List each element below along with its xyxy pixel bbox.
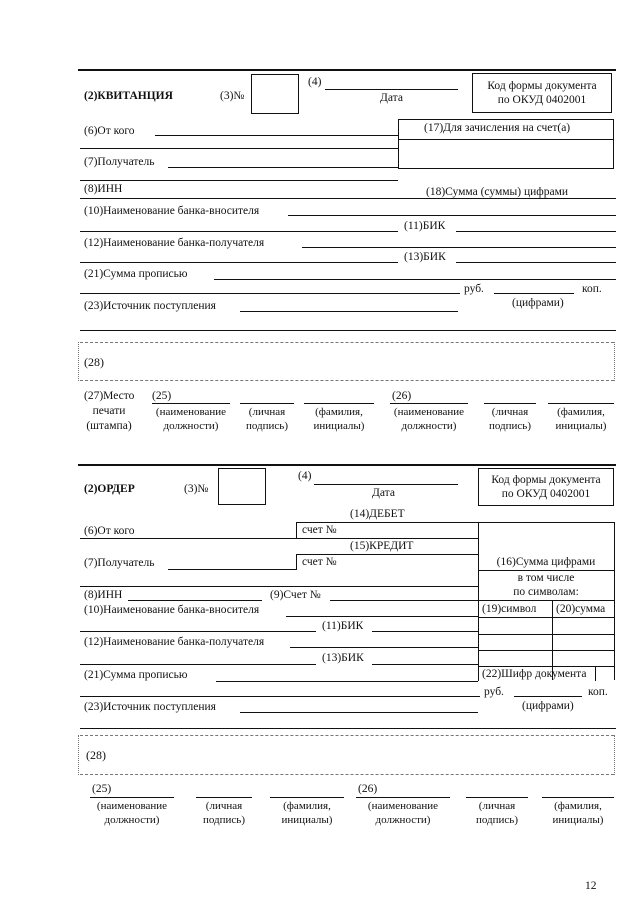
receipt-title: (2)КВИТАНЦИЯ [84, 90, 173, 102]
order-table-line-1 [478, 570, 614, 571]
order-field28-left-edge [78, 735, 79, 775]
receipt-form-code-box [472, 73, 612, 113]
order-payer-bank-line-2[interactable] [80, 631, 316, 632]
order-credit-top [296, 554, 478, 555]
receipt-from-label: (6)От кого [84, 125, 135, 137]
order-sign-line-1[interactable] [196, 797, 252, 798]
order-table-line-5[interactable] [478, 650, 614, 651]
order-rub-label: руб. [484, 686, 504, 698]
order-sum20-label: (20)сумма [556, 603, 606, 615]
order-recipient-label: (7)Получатель [84, 557, 155, 569]
order-debit-account-label: счет № [302, 524, 337, 536]
receipt-source-line[interactable] [240, 311, 458, 312]
order-name-line-2[interactable] [542, 797, 614, 798]
receipt-recipient-label: (7)Получатель [84, 156, 155, 168]
receipt-date-code: (4) [308, 76, 322, 88]
receipt-name-1b: инициалы) [313, 420, 365, 432]
receipt-account-box-divider [398, 139, 614, 140]
order-name-1b: инициалы) [281, 814, 333, 826]
receipt-sign-2b: подпись) [488, 420, 531, 432]
receipt-rub-line[interactable] [494, 293, 574, 294]
order-name-2b: инициалы) [552, 814, 604, 826]
receipt-payee-bank-line-2[interactable] [80, 262, 398, 263]
order-table-line-3[interactable] [478, 617, 614, 618]
receipt-form-code-2: по ОКУД 0402001 [497, 94, 587, 106]
order-payee-bank-label: (12)Наименование банка-получателя [84, 636, 265, 648]
order-name-line-1[interactable] [270, 797, 344, 798]
order-sum-words-line[interactable] [216, 681, 478, 682]
order-position-2b: должности) [375, 814, 431, 826]
order-credit-label: (15)КРЕДИТ [350, 540, 414, 552]
receipt-date-label: Дата [380, 92, 403, 104]
receipt-sum-words-line-2[interactable] [80, 293, 460, 294]
order-source-label: (23)Источник поступления [84, 701, 216, 713]
order-date-line[interactable] [314, 484, 458, 485]
receipt-field28-box[interactable] [80, 342, 614, 381]
receipt-name-2a: (фамилия, [557, 406, 605, 418]
receipt-digits-note: (цифрами) [512, 297, 564, 309]
receipt-stamp-1: печати [92, 405, 126, 417]
order-field28-right-edge [614, 735, 615, 775]
receipt-inn-label: (8)ИНН [84, 183, 123, 195]
receipt-row-line-3 [80, 198, 616, 199]
receipt-field28-right-edge [614, 342, 615, 381]
receipt-position-line-1[interactable] [152, 403, 230, 404]
receipt-name-2b: инициалы) [555, 420, 607, 432]
receipt-bik11-line[interactable] [456, 231, 616, 232]
order-position-1b: должности) [104, 814, 160, 826]
order-form-code-1: Код формы документа [491, 474, 601, 486]
order-table-left [478, 522, 479, 680]
receipt-name-line-1[interactable] [304, 403, 374, 404]
order-debit-left [296, 522, 297, 538]
order-name-1a: (фамилия, [283, 800, 331, 812]
receipt-position-1a: (наименование [155, 406, 227, 418]
receipt-sum-words-line[interactable] [214, 279, 616, 280]
order-from-label: (6)От кого [84, 525, 135, 537]
order-account9-line[interactable] [330, 600, 478, 601]
receipt-payee-bank-line[interactable] [302, 247, 616, 248]
order-table-right [614, 522, 615, 680]
order-credit-account-label: счет № [302, 556, 337, 568]
order-field28-box[interactable] [80, 735, 614, 775]
order-payer-bank-line[interactable] [286, 616, 478, 617]
order-cipher22-label: (22)Шифр документа [482, 668, 587, 680]
order-number-box[interactable] [218, 468, 266, 505]
order-sum-words-label: (21)Сумма прописью [84, 669, 188, 681]
order-debit-top [296, 522, 478, 523]
receipt-code25: (25) [152, 390, 172, 402]
receipt-row-line-1 [80, 148, 398, 149]
order-name-2a: (фамилия, [554, 800, 602, 812]
order-payee-bank-line[interactable] [290, 647, 478, 648]
receipt-name-1a: (фамилия, [315, 406, 363, 418]
order-rub-line[interactable] [514, 696, 582, 697]
receipt-position-2a: (наименование [393, 406, 465, 418]
order-position-line-1[interactable] [90, 797, 174, 798]
order-sign-2a: (личная [478, 800, 516, 812]
receipt-place27-label: (27)Место [84, 390, 135, 402]
order-sign-1b: подпись) [202, 814, 245, 826]
order-position-2a: (наименование [367, 800, 439, 812]
receipt-date-line[interactable] [325, 89, 458, 90]
order-source-line-2[interactable] [80, 728, 616, 729]
order-credit-left [296, 554, 297, 570]
order-sign-2b: подпись) [475, 814, 518, 826]
receipt-position-1b: должности) [163, 420, 219, 432]
order-account9-label: (9)Счет № [270, 589, 321, 601]
receipt-number-label: (3)№ [220, 90, 245, 102]
order-position-1a: (наименование [96, 800, 168, 812]
order-field28-label: (28) [86, 748, 106, 762]
order-table-line-4[interactable] [478, 634, 614, 635]
receipt-sum-digits-label: (18)Сумма (суммы) цифрами [426, 186, 569, 198]
order-bik11-label: (11)БИК [322, 620, 364, 632]
order-code25: (25) [92, 783, 112, 795]
order-sum16-label: (16)Сумма цифрами [496, 556, 596, 568]
order-kop-label: коп. [588, 686, 608, 698]
order-bik11-line[interactable] [372, 631, 478, 632]
order-form-code-2: по ОКУД 0402001 [501, 488, 591, 500]
order-incl-1: в том числе [517, 572, 575, 584]
order-payee-bank-line-2[interactable] [80, 664, 316, 665]
receipt-position-2b: должности) [401, 420, 457, 432]
receipt-top-rule [78, 69, 616, 71]
order-date-label: Дата [372, 487, 395, 499]
receipt-number-box[interactable] [251, 74, 299, 114]
receipt-bik11-label: (11)БИК [404, 220, 446, 232]
receipt-account-label: (17)Для зачисления на счет(а) [424, 122, 571, 134]
order-code26: (26) [358, 783, 378, 795]
order-sum-words-line-2[interactable] [80, 696, 480, 697]
order-recipient-line[interactable] [168, 569, 296, 570]
receipt-row-line-2 [80, 180, 398, 181]
receipt-sign-2a: (личная [491, 406, 529, 418]
order-row-line-1 [80, 538, 478, 539]
order-sign-line-2[interactable] [466, 797, 528, 798]
receipt-bik13-label: (13)БИК [404, 251, 446, 263]
order-date-code: (4) [298, 470, 312, 482]
order-sign-1a: (личная [205, 800, 243, 812]
receipt-kop-label: коп. [582, 283, 602, 295]
receipt-sign-line-2[interactable] [484, 403, 536, 404]
receipt-from-line[interactable] [155, 135, 398, 136]
order-symbol19-label: (19)символ [482, 603, 537, 615]
order-row-line-2 [80, 586, 478, 587]
receipt-sign-line-1[interactable] [240, 403, 294, 404]
receipt-field28-left-edge [78, 342, 79, 381]
order-table-line-2 [478, 600, 614, 601]
order-debit-label: (14)ДЕБЕТ [350, 508, 405, 520]
order-inn-line[interactable] [128, 600, 262, 601]
receipt-sum-words-label: (21)Сумма прописью [84, 268, 188, 280]
receipt-payer-bank-line-2[interactable] [80, 231, 398, 232]
order-table-top [478, 522, 614, 523]
receipt-name-line-2[interactable] [548, 403, 614, 404]
receipt-sign-1b: подпись) [245, 420, 288, 432]
order-bik13-label: (13)БИК [322, 652, 364, 664]
receipt-source-line-2[interactable] [80, 330, 616, 331]
order-incl-2: по символам: [513, 586, 579, 598]
receipt-rub-label: руб. [464, 283, 484, 295]
order-number-label: (3)№ [184, 483, 209, 495]
order-title: (2)ОРДЕР [84, 483, 135, 495]
order-digits-note: (цифрами) [522, 700, 574, 712]
page-number: 12 [585, 880, 597, 892]
receipt-source-label: (23)Источник поступления [84, 300, 216, 312]
receipt-recipient-line[interactable] [168, 167, 398, 168]
receipt-sign-1a: (личная [248, 406, 286, 418]
order-bik13-line[interactable] [372, 664, 478, 665]
order-source-line[interactable] [240, 712, 478, 713]
receipt-stamp-2: (штампа) [86, 420, 132, 432]
order-position-line-2[interactable] [356, 797, 450, 798]
order-top-rule [78, 464, 616, 466]
receipt-position-line-2[interactable] [390, 403, 468, 404]
receipt-payer-bank-line[interactable] [288, 215, 616, 216]
receipt-payee-bank-label: (12)Наименование банка-получателя [84, 237, 265, 249]
order-inn-label: (8)ИНН [84, 589, 123, 601]
receipt-field28-label: (28) [84, 355, 104, 369]
receipt-bik13-line[interactable] [456, 262, 616, 263]
receipt-payer-bank-label: (10)Наименование банка-вносителя [84, 205, 260, 217]
order-payer-bank-label: (10)Наименование банка-вносителя [84, 604, 260, 616]
receipt-code26: (26) [392, 390, 412, 402]
receipt-form-code-1: Код формы документа [487, 80, 597, 92]
